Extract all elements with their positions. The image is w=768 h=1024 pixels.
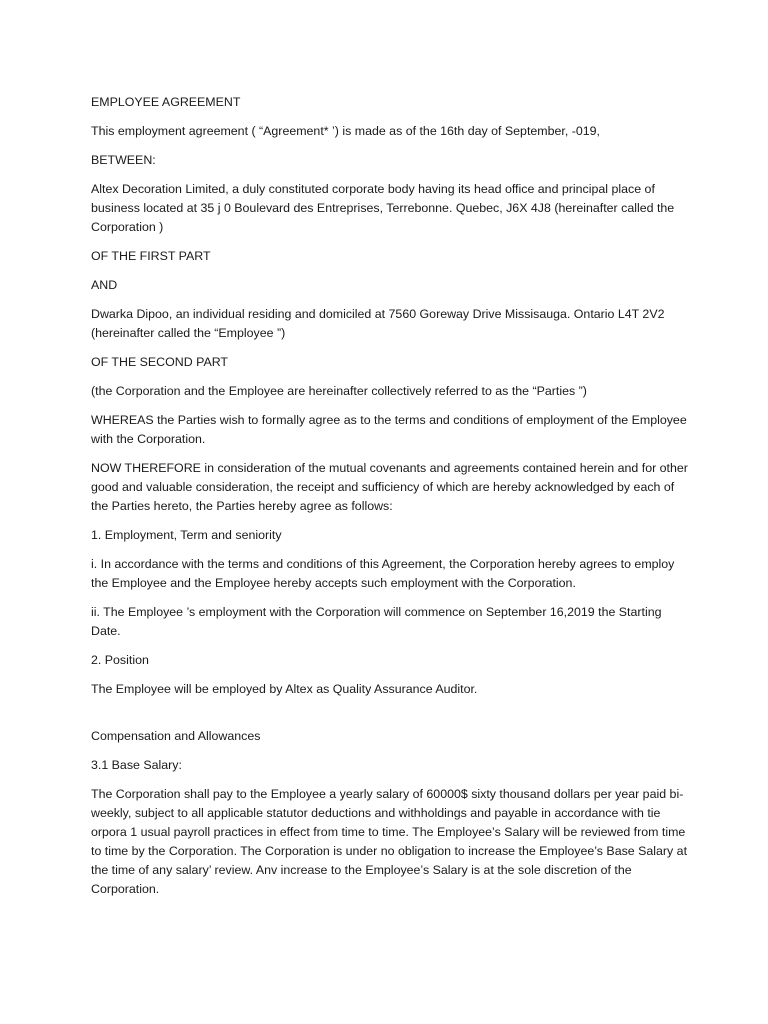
between-label: BETWEEN: (91, 153, 156, 167)
section-heading-compensation: Compensation and Allowances (91, 729, 261, 743)
second-part-label: OF THE SECOND PART (91, 355, 229, 369)
and-label: AND (91, 278, 118, 292)
corporation-party: Altex Decoration Limited, a duly constituted corporate body having its head office and principal place of business located at 35 j 0 Boulevard des Entreprises, Terrebonne. Quebec, J6X 4J8 (hereinafter called the Corporation ) (91, 182, 675, 234)
clause-employment-ii: ii. The Employee ’s employment with the Corporation will commence on September 16,2019 the Starting Date. (91, 605, 662, 638)
employee-party: Dwarka Dipoo, an individual residing and domiciled at 7560 Goreway Drive Missisauga. Ontario L4T 2V2 (hereinafter called the “Employee ”) (91, 307, 665, 340)
position-clause: The Employee will be employed by Altex as Quality Assurance Auditor. (91, 682, 478, 696)
base-salary-clause: The Corporation shall pay to the Employee a yearly salary of 60000$ sixty thousand dollars per year paid bi-weekly, subject to all applicable statutor deductions and withholdings and payable in accordance with tie orpora 1 usual payroll practices in effect from time to time. The Employee’s Salary will be reviewed from time to time by the Corporation. The Corporation is under no obligation to increase the Employee’s Base Salary at the time of any salary’ review. Anv increase to the Employee’s Salary is at the sole discretion of the Corporation. (91, 787, 688, 896)
clause-employment-i: i. In accordance with the terms and conditions of this Agreement, the Corporation hereby agrees to employ the Employee and the Employee hereby accepts such employment with the Corporation. (91, 557, 675, 590)
document-title: EMPLOYEE AGREEMENT (91, 95, 241, 109)
section-heading-employment: 1. Employment, Term and seniority (91, 528, 282, 542)
parties-definition: (the Corporation and the Employee are hereinafter collectively referred to as the “Parties ”) (91, 384, 587, 398)
document-body (91, 93, 691, 909)
first-part-label: OF THE FIRST PART (91, 249, 211, 263)
subsection-heading-base-salary: 3.1 Base Salary: (91, 758, 182, 772)
section-heading-position: 2. Position (91, 653, 149, 667)
now-therefore-clause: NOW THEREFORE in consideration of the mutual covenants and agreements contained herein and for other good and valuable consideration, the receipt and sufficiency of which are hereby acknowledged by each of the Parties hereto, the Parties hereby agree as follows: (91, 461, 688, 513)
agreement-intro: This employment agreement ( “Agreement* ’) is made as of the 16th day of September, -019, (91, 124, 600, 138)
whereas-clause: WHEREAS the Parties wish to formally agree as to the terms and conditions of employment of the Employee with the Corporation. (91, 413, 687, 446)
